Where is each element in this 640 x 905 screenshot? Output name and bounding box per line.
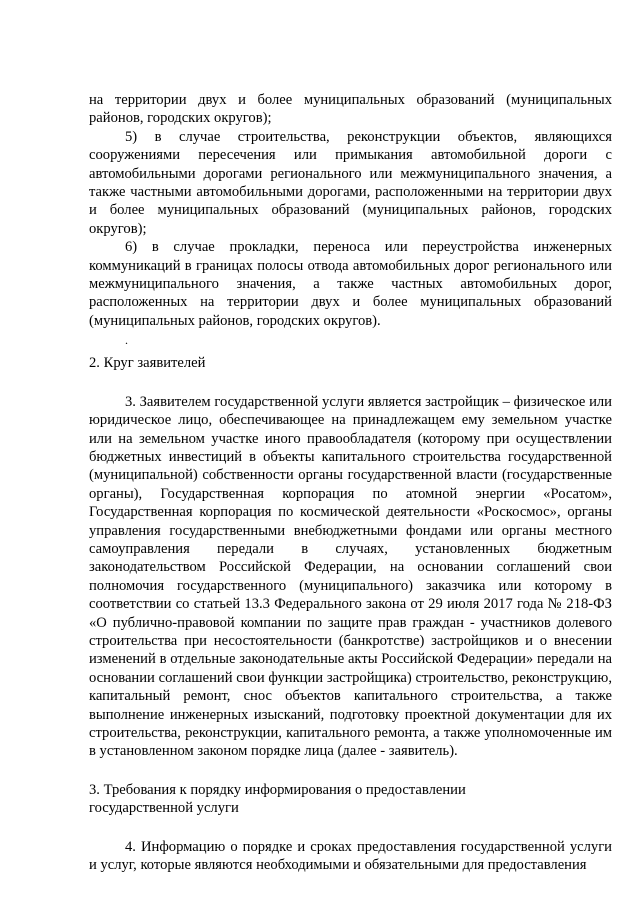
section-heading-3-line-1: 3. Требования к порядку информирования о предоставлении [89, 781, 466, 798]
paragraph-item-6: 6) в случае прокладки, переноса или переустройства инженерных коммуникаций в границах полосы отвода автомобильных дорог регионального или межмуниципального значения, а также частных автомобильных дорог, расположенных на территории двух и более муниципальных образований (муниципальных районов, городских округов). [89, 239, 612, 329]
paragraph-item-5: 5) в случае строительства, реконструкции объектов, являющихся сооружениями пересечения или примыкания автомобильной дороги с автомобильными дорогами регионального или межмуниципального значения, а также частными автомобильными дорогами, расположенными на территории двух и более муниципальных образований (муниципальных районов, городских округов); [89, 128, 612, 237]
stray-dot: . [125, 333, 128, 348]
section-heading-3-line-2: государственной услуги [89, 800, 239, 817]
paragraph-clause-4: 4. Информацию о порядке и сроках предоставления государственной услуги и услуг, которые являются необходимыми и обязательными для предоставления [89, 838, 612, 874]
section-heading-2: 2. Круг заявителей [89, 355, 206, 372]
paragraph-clause-3: 3. Заявителем государственной услуги является застройщик – физическое или юридическое лицо, обеспечивающее на принадлежащем ему земельном участке или на земельном участке иного правообладателя (которому при осуществлении бюджетных инвестиций в объекты капитального строительства государственной (муниципальной) собственности органы государственной власти (государственные органы), Государственная корпорация по атомной энергии «Росатом», Государственная корпорация по космической деятельности «Роскосмос», органы управления государственными внебюджетными фондами или органы местного самоуправления передали в случаях, установленных бюджетным законодательством Российской Федерации, на основании соглашений свои полномочия государственного (муниципального) заказчика или которому в соответствии со статьей 13.3 Федерального закона от 29 июля 2017 года № 218-ФЗ «О публично-правовой компании по защите прав граждан - участников долевого строительства при несостоятельности (банкротстве) застройщиков и о внесении изменений в отдельные законодательные акты Российской Федерации» передали на основании соглашений свои функции застройщика) строительство, реконструкцию, капитальный ремонт, снос объектов капитального строительства, а также выполнение инженерных изысканий, подготовку проектной документации для их строительства, реконструкции, капитального ремонта, а также уполномоченные им в установленном законом порядке лица (далее - заявитель). [89, 393, 612, 760]
document-body [89, 91, 612, 874]
section-heading-3 [89, 781, 612, 818]
paragraph-continuation: на территории двух и более муниципальных образований (муниципальных районов, городских округов); [89, 92, 612, 127]
